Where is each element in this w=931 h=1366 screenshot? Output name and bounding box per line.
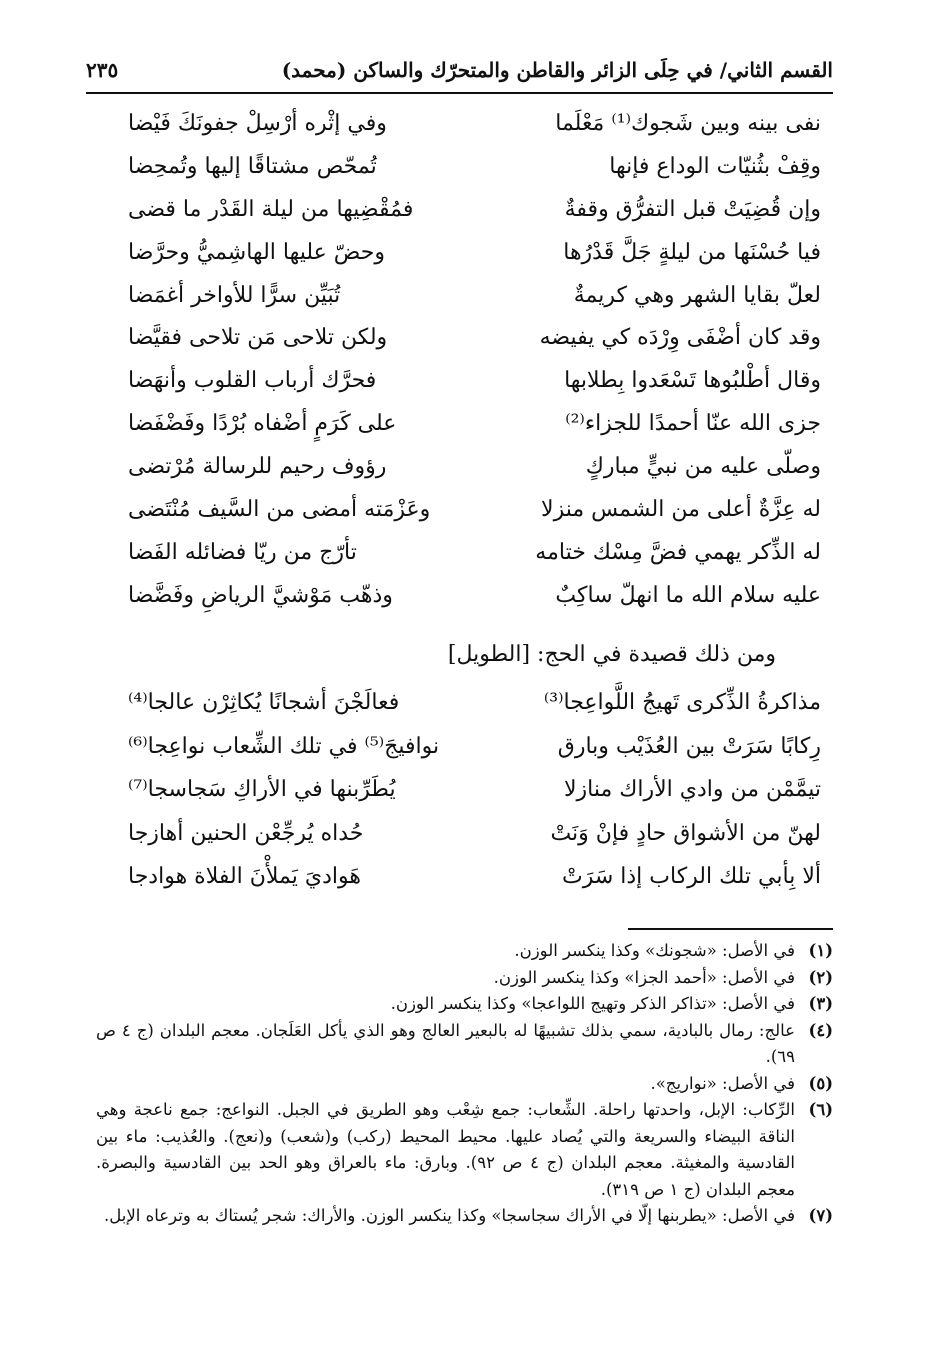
first-hemistich: لعلّ بقايا الشهر وهي كريمةٌ [573, 282, 821, 308]
first-hemistich: فيا حُسْنَها من ليلةٍ جَلَّ قَدْرُها [563, 239, 821, 265]
verse-line [110, 147, 821, 190]
verse-line [110, 233, 821, 276]
verse-line [110, 533, 821, 576]
second-hemistich: تُمحّص مشتاقًا إليها وتُمحِضا [128, 153, 377, 179]
verse-line [110, 276, 821, 319]
footnote-text: الرِّكاب: الإبل، واحدتها راحلة. الشِّعاب: جمع شِعْب وهو الطريق في الجبل. النواعج: جمع ناعجة وهي الناقة البيضاء والسريعة والتي يُصاد عليها. محيط المحيط (ركب) و(شعب) و(نعج). والعُذيب: ماء بين القادسية والمغيثة. معجم البلدان (ج ٤ ص ٩٢). وبارق: ماء بالعراق وهو الحد بين القادسية والبصرة. معجم البلدان (ج ١ ص ٣١٩). [96, 1100, 795, 1199]
second-hemistich: حُداه يُرجِّعْن الحنين أهازجا [128, 820, 364, 846]
footnote [96, 991, 833, 1018]
verse-line [110, 190, 821, 233]
footnote [96, 938, 833, 965]
footnote-number: (٣) [808, 994, 833, 1013]
footnote-text: في الأصل: «تذاكر الذكر وتهيج اللواعجا» وكذا ينكسر الوزن. [390, 994, 795, 1013]
second-hemistich: هَواديَ يَملأْنَ الفلاة هوادجا [128, 864, 361, 890]
first-hemistich: وقد كان أضْفَى وِرْدَه كي يفيضه [539, 325, 821, 351]
first-hemistich: له عِزَّةٌ أعلى من الشمس منزلا [541, 497, 821, 523]
footnote-number: (٢) [808, 967, 833, 987]
footnote-number: (٧) [808, 1206, 833, 1225]
footnote [96, 1097, 833, 1203]
first-hemistich: رِكابًا سَرَتْ بين العُذَيْب وبارق [557, 733, 821, 759]
second-hemistich: وذهّب مَوْشيَّ الرياضِ وفَضَّضا [128, 582, 393, 608]
verse-line [110, 361, 821, 404]
footnote-text: في الأصل: «نواريج». [650, 1073, 795, 1093]
verse-line [110, 318, 821, 361]
page-header [86, 52, 833, 94]
poem-1 [110, 104, 821, 619]
poem-introduction: ومن ذلك قصيدة في الحج: [الطويل] [447, 642, 776, 667]
second-hemistich: وفي إثْره أرْسِلْ جفونَكَ فَيْضا [128, 111, 387, 136]
second-hemistich: يُطَرِّبنها في الأراكِ سَجاسجا⁽⁷⁾ [128, 777, 396, 803]
first-hemistich: له الذِّكر يهمي فضَّ مِسْك ختامه [535, 539, 821, 565]
first-hemistich: ألا بِأبي تلك الركاب إذا سَرَتْ [561, 864, 821, 890]
verse-line [110, 104, 821, 147]
first-hemistich: نفى بينه وبين شَجوك⁽¹⁾ مَعْلَما [555, 111, 821, 136]
footnote-separator [628, 928, 833, 930]
verse-line [110, 683, 821, 727]
second-hemistich: فمُقْضِيها من ليلة القَدْر ما قضى [128, 196, 414, 222]
footnote-text: في الأصل: «شجونك» وكذا ينكسر الوزن. [514, 941, 795, 960]
verse-line [110, 727, 821, 771]
second-hemistich: وعَزْمَته أمضى من السَّيف مُنْتَضى [128, 497, 431, 523]
verse-line [110, 814, 821, 858]
running-title: القسم الثاني/ في حِلَى الزائر والقاطن والمتحرّك والساكن (محمد) [281, 58, 833, 82]
first-hemistich: جزى الله عنّا أحمدًا للجزاء⁽²⁾ [565, 411, 821, 437]
second-hemistich: ولكن تلاحى مَن تلاحى فقيَّضا [128, 325, 388, 351]
second-hemistich: وحضّ عليها الهاشِميُّ وحرَّضا [128, 239, 385, 265]
footnote [96, 1203, 833, 1230]
second-hemistich: فعالَجْنَ أشجانًا يُكاثِرْن عالجا⁽⁴⁾ [128, 690, 400, 715]
verse-line [110, 770, 821, 814]
poem-2 [110, 683, 821, 901]
verse-line [110, 447, 821, 490]
second-hemistich: فحرَّك أرباب القلوب وأنهَضا [128, 368, 377, 394]
footnote [96, 1018, 833, 1071]
page-number: ٢٣٥ [86, 58, 119, 82]
first-hemistich: لهنّ من الأشواق حادٍ فإنْ وَنَتْ [550, 820, 821, 846]
verse-line [110, 576, 821, 619]
footnote-text: عالج: رمال بالبادية، سمي بذلك تشبيهًا له بالبعير العالج وهو الذي يأكل العَلَجان. معجم البلدان (ج ٤ ص ٦٩). [96, 1020, 796, 1066]
footnote-text: في الأصل: «يطربنها إلّا في الأراك سجاسجا» وكذا ينكسر الوزن. والأراك: شجر يُستاك به وترعاه الإبل. [104, 1206, 795, 1225]
footnotes [96, 938, 833, 1230]
footnote [96, 965, 833, 992]
second-hemistich: نوافيجَ⁽⁵⁾ في تلك الشِّعاب نواعِجا⁽⁶⁾ [128, 733, 440, 759]
footnote [96, 1071, 833, 1098]
first-hemistich: تيمَّمْن من وادي الأراك منازلا [563, 777, 821, 803]
verse-line [110, 404, 821, 447]
footnote-number: (١) [808, 941, 833, 960]
first-hemistich: وصلّى عليه من نبيٍّ مباركٍ [585, 454, 821, 480]
verse-line [110, 490, 821, 533]
first-hemistich: مذاكرةُ الذِّكرى تَهيجُ اللَّواعِجا⁽³⁾ [543, 690, 821, 715]
first-hemistich: وإن قُضِيَتْ قبل التفرُّق وقفةٌ [564, 196, 821, 222]
second-hemistich: تأرّج من ريّا فضائله الفَضا [128, 539, 357, 565]
footnote-number: (٦) [808, 1100, 833, 1119]
footnote-number: (٤) [808, 1020, 833, 1040]
first-hemistich: وقِفْ بثُنيّات الوداع فإنها [609, 153, 821, 179]
second-hemistich: على كَرَمٍ أضْفاه بُرْدًا وفَضْفَضا [128, 411, 397, 437]
footnote-number: (٥) [808, 1073, 833, 1093]
first-hemistich: وقال أطْلبُوها تَسْعَدوا بِطلابها [564, 368, 821, 394]
verse-line [110, 857, 821, 901]
second-hemistich: تُبَيِّن سرًّا للأواخر أغمَضا [128, 282, 341, 308]
footnote-text: في الأصل: «أحمد الجزا» وكذا ينكسر الوزن. [493, 967, 795, 987]
second-hemistich: رؤوف رحيم للرسالة مُرْتضى [128, 454, 387, 480]
first-hemistich: عليه سلام الله ما انهلّ ساكِبٌ [555, 582, 821, 608]
